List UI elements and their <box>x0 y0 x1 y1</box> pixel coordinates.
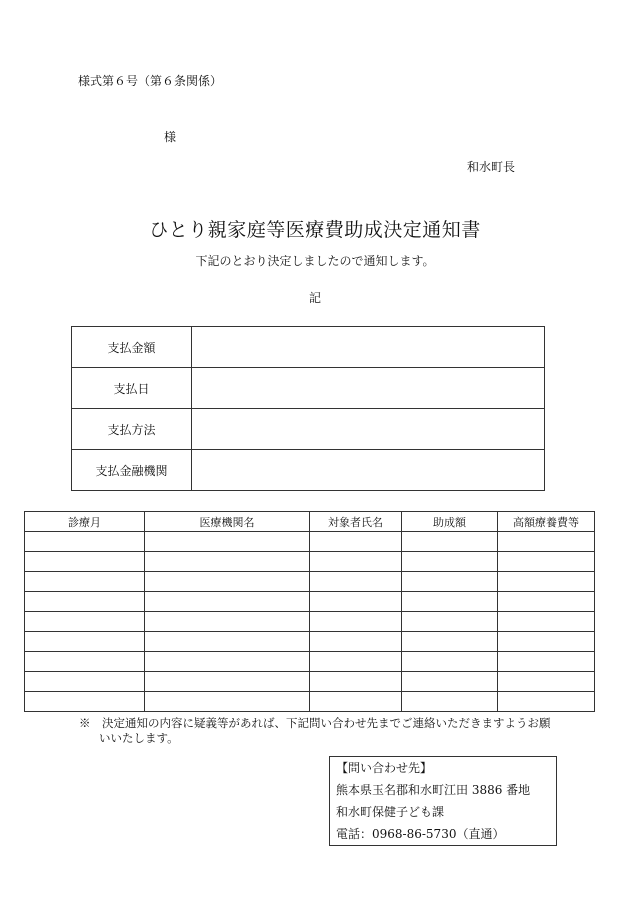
ki-marker: 記 <box>308 291 321 305</box>
table-cell <box>25 612 145 632</box>
table-cell <box>310 672 402 692</box>
payment-row <box>72 450 545 491</box>
header-subject-name: 対象者氏名 <box>310 512 402 532</box>
payment-table <box>71 326 545 491</box>
payment-date-label: 支払日 <box>72 368 192 409</box>
payment-bank-value <box>192 450 545 491</box>
document-title: ひとり親家庭等医療費助成決定通知書 <box>149 219 481 241</box>
table-cell <box>402 612 498 632</box>
table-cell <box>145 652 310 672</box>
table-cell <box>145 572 310 592</box>
table-cell <box>25 692 145 712</box>
table-row <box>25 592 595 612</box>
contact-box <box>329 756 557 846</box>
table-cell <box>25 632 145 652</box>
header-high-cost: 高額療養費等 <box>498 512 595 532</box>
table-cell <box>310 592 402 612</box>
detail-header-row <box>25 512 595 532</box>
payment-method-label: 支払方法 <box>72 409 192 450</box>
table-cell <box>402 672 498 692</box>
payment-method-value <box>192 409 545 450</box>
table-cell <box>498 672 595 692</box>
table-cell <box>145 592 310 612</box>
header-subsidy-amount: 助成額 <box>402 512 498 532</box>
contact-heading: 【問い合わせ先】 <box>336 761 433 775</box>
table-cell <box>310 612 402 632</box>
table-row <box>25 632 595 652</box>
table-cell <box>310 532 402 552</box>
table-cell <box>498 632 595 652</box>
payment-amount-value <box>192 327 545 368</box>
table-cell <box>25 652 145 672</box>
table-cell <box>402 592 498 612</box>
table-cell <box>25 672 145 692</box>
table-row <box>25 612 595 632</box>
table-cell <box>402 572 498 592</box>
table-cell <box>498 572 595 592</box>
table-cell <box>402 692 498 712</box>
table-cell <box>498 612 595 632</box>
table-cell <box>145 672 310 692</box>
table-row <box>25 552 595 572</box>
table-cell <box>25 592 145 612</box>
header-treatment-month: 診療月 <box>25 512 145 532</box>
payment-row <box>72 327 545 368</box>
table-cell <box>25 532 145 552</box>
table-cell <box>498 532 595 552</box>
issuer-name: 和水町長 <box>467 160 516 174</box>
table-cell <box>498 652 595 672</box>
table-cell <box>402 552 498 572</box>
table-cell <box>310 692 402 712</box>
contact-department: 和水町保健子ども課 <box>336 805 445 819</box>
contact-address: 熊本県玉名郡和水町江田 3886 番地 <box>336 783 531 797</box>
notice-text <box>79 716 559 746</box>
table-row <box>25 532 595 552</box>
payment-amount-label: 支払金額 <box>72 327 192 368</box>
table-cell <box>498 692 595 712</box>
table-row <box>25 692 595 712</box>
table-cell <box>402 652 498 672</box>
table-cell <box>498 592 595 612</box>
table-cell <box>310 552 402 572</box>
table-cell <box>402 632 498 652</box>
table-cell <box>402 532 498 552</box>
table-row <box>25 652 595 672</box>
detail-table <box>24 511 595 712</box>
table-cell <box>498 552 595 572</box>
table-cell <box>310 652 402 672</box>
table-row <box>25 572 595 592</box>
table-cell <box>25 552 145 572</box>
notice-body: ※ 決定通知の内容に疑義等があれば、下記問い合わせ先までご連絡いただきますようお願いいたします。 <box>79 716 551 745</box>
table-cell <box>310 572 402 592</box>
table-cell <box>145 612 310 632</box>
table-cell <box>145 532 310 552</box>
payment-bank-label: 支払金融機関 <box>72 450 192 491</box>
recipient-suffix: 様 <box>164 130 177 144</box>
table-cell <box>145 552 310 572</box>
table-row <box>25 672 595 692</box>
payment-row <box>72 409 545 450</box>
contact-phone: 電話：0968-86-5730（直通） <box>336 827 505 841</box>
table-cell <box>145 632 310 652</box>
lead-text: 下記のとおり決定しましたので通知します。 <box>195 254 435 268</box>
form-number: 様式第６号（第６条関係） <box>78 74 223 88</box>
table-cell <box>310 632 402 652</box>
table-cell <box>145 692 310 712</box>
table-cell <box>25 572 145 592</box>
header-medical-institution: 医療機関名 <box>145 512 310 532</box>
payment-date-value <box>192 368 545 409</box>
payment-row <box>72 368 545 409</box>
